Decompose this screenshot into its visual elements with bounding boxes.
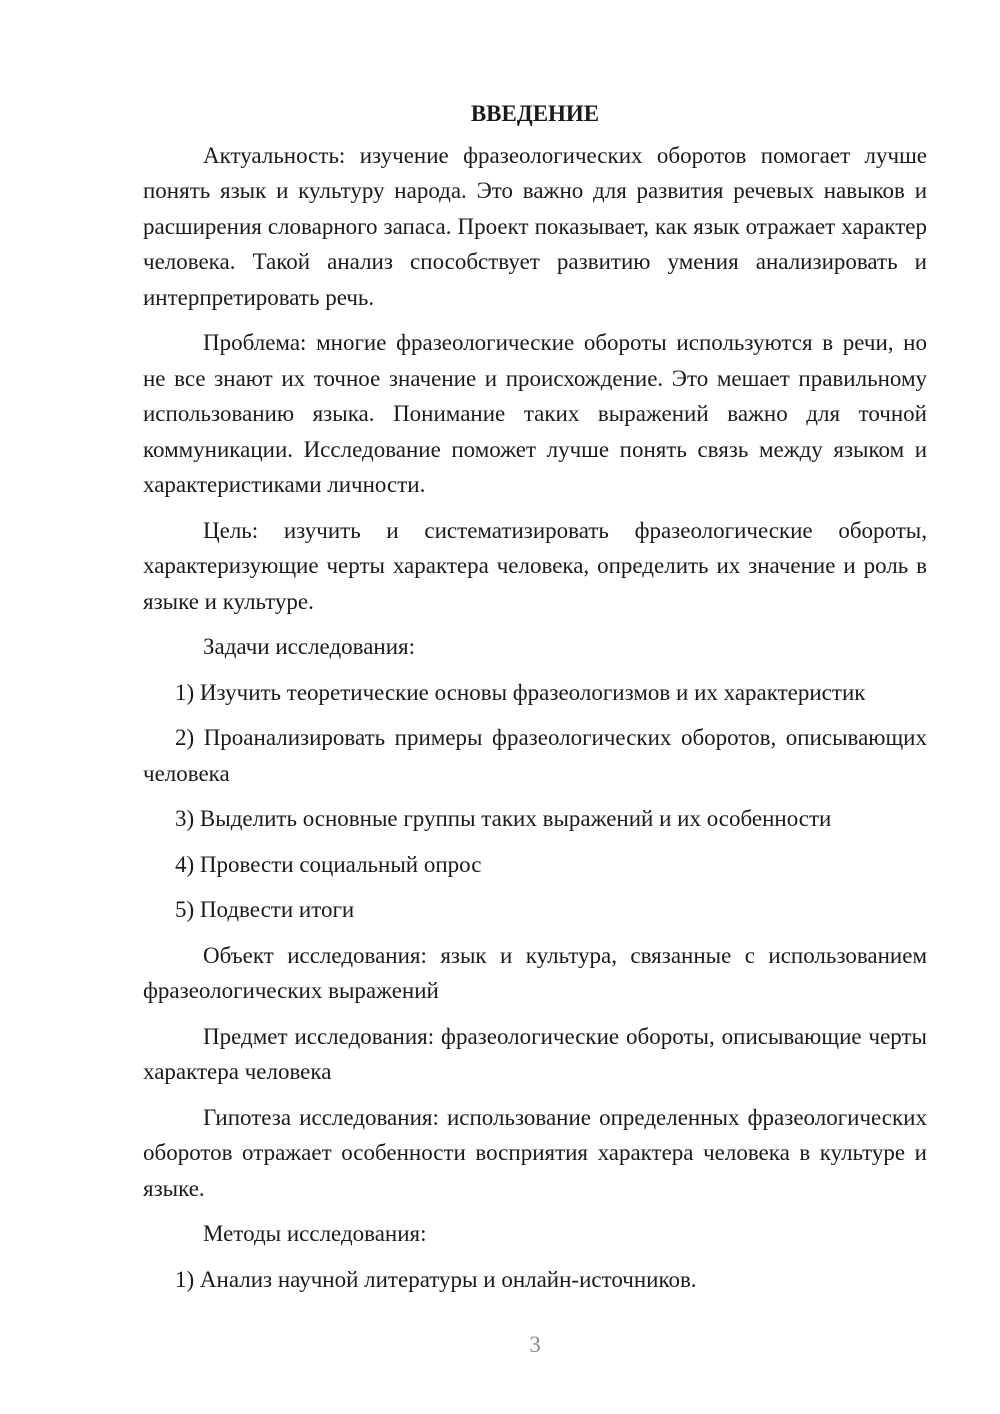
page-number: 3	[529, 1332, 541, 1357]
object-paragraph: Объект исследования: язык и культура, связанные с использованием фразеологических выражений	[143, 942, 927, 1003]
task-item: 1) Изучить теоретические основы фразеологизмов и их характеристик	[175, 679, 866, 705]
goal-paragraph: Цель: изучить и систематизировать фразеологические обороты, характеризующие черты характера человека, определить их значение и роль в языке и культуре.	[143, 517, 927, 614]
problem-paragraph: Проблема: многие фразеологические обороты используются в речи, но не все знают их точное значение и происхождение. Это мешает правильному использованию языка. Понимание таких выражений важно для точной коммуникации. Исследование поможет лучше понять связь между языком и характеристиками личности.	[143, 330, 927, 497]
task-item: 3) Выделить основные группы таких выражений и их особенности	[175, 806, 832, 831]
methods-heading: Методы исследования:	[203, 1221, 427, 1246]
task-item: 4) Провести социальный опрос	[175, 851, 482, 877]
subject-paragraph: Предмет исследования: фразеологические обороты, описывающие черты характера человека	[143, 1023, 927, 1084]
document-content	[143, 96, 927, 1307]
hypothesis-paragraph: Гипотеза исследования: использование определенных фразеологических оборотов отражает особенности восприятия характера человека в культуре и языке.	[143, 1104, 927, 1201]
relevance-paragraph: Актуальность: изучение фразеологических оборотов помогает лучше понять язык и культуру народа. Это важно для развития речевых навыков и расширения словарного запаса. Проект показывает, как язык отражает характер человека. Такой анализ способствует развитию умения анализировать и интерпретировать речь.	[143, 142, 927, 310]
tasks-heading: Задачи исследования:	[203, 634, 416, 659]
method-item: 1) Анализ научной литературы и онлайн-источников.	[175, 1266, 697, 1292]
task-item: 2) Проанализировать примеры фразеологических оборотов, описывающих человека	[143, 725, 927, 786]
task-item: 5) Подвести итоги	[175, 897, 355, 922]
page-title: ВВЕДЕНИЕ	[470, 101, 600, 126]
